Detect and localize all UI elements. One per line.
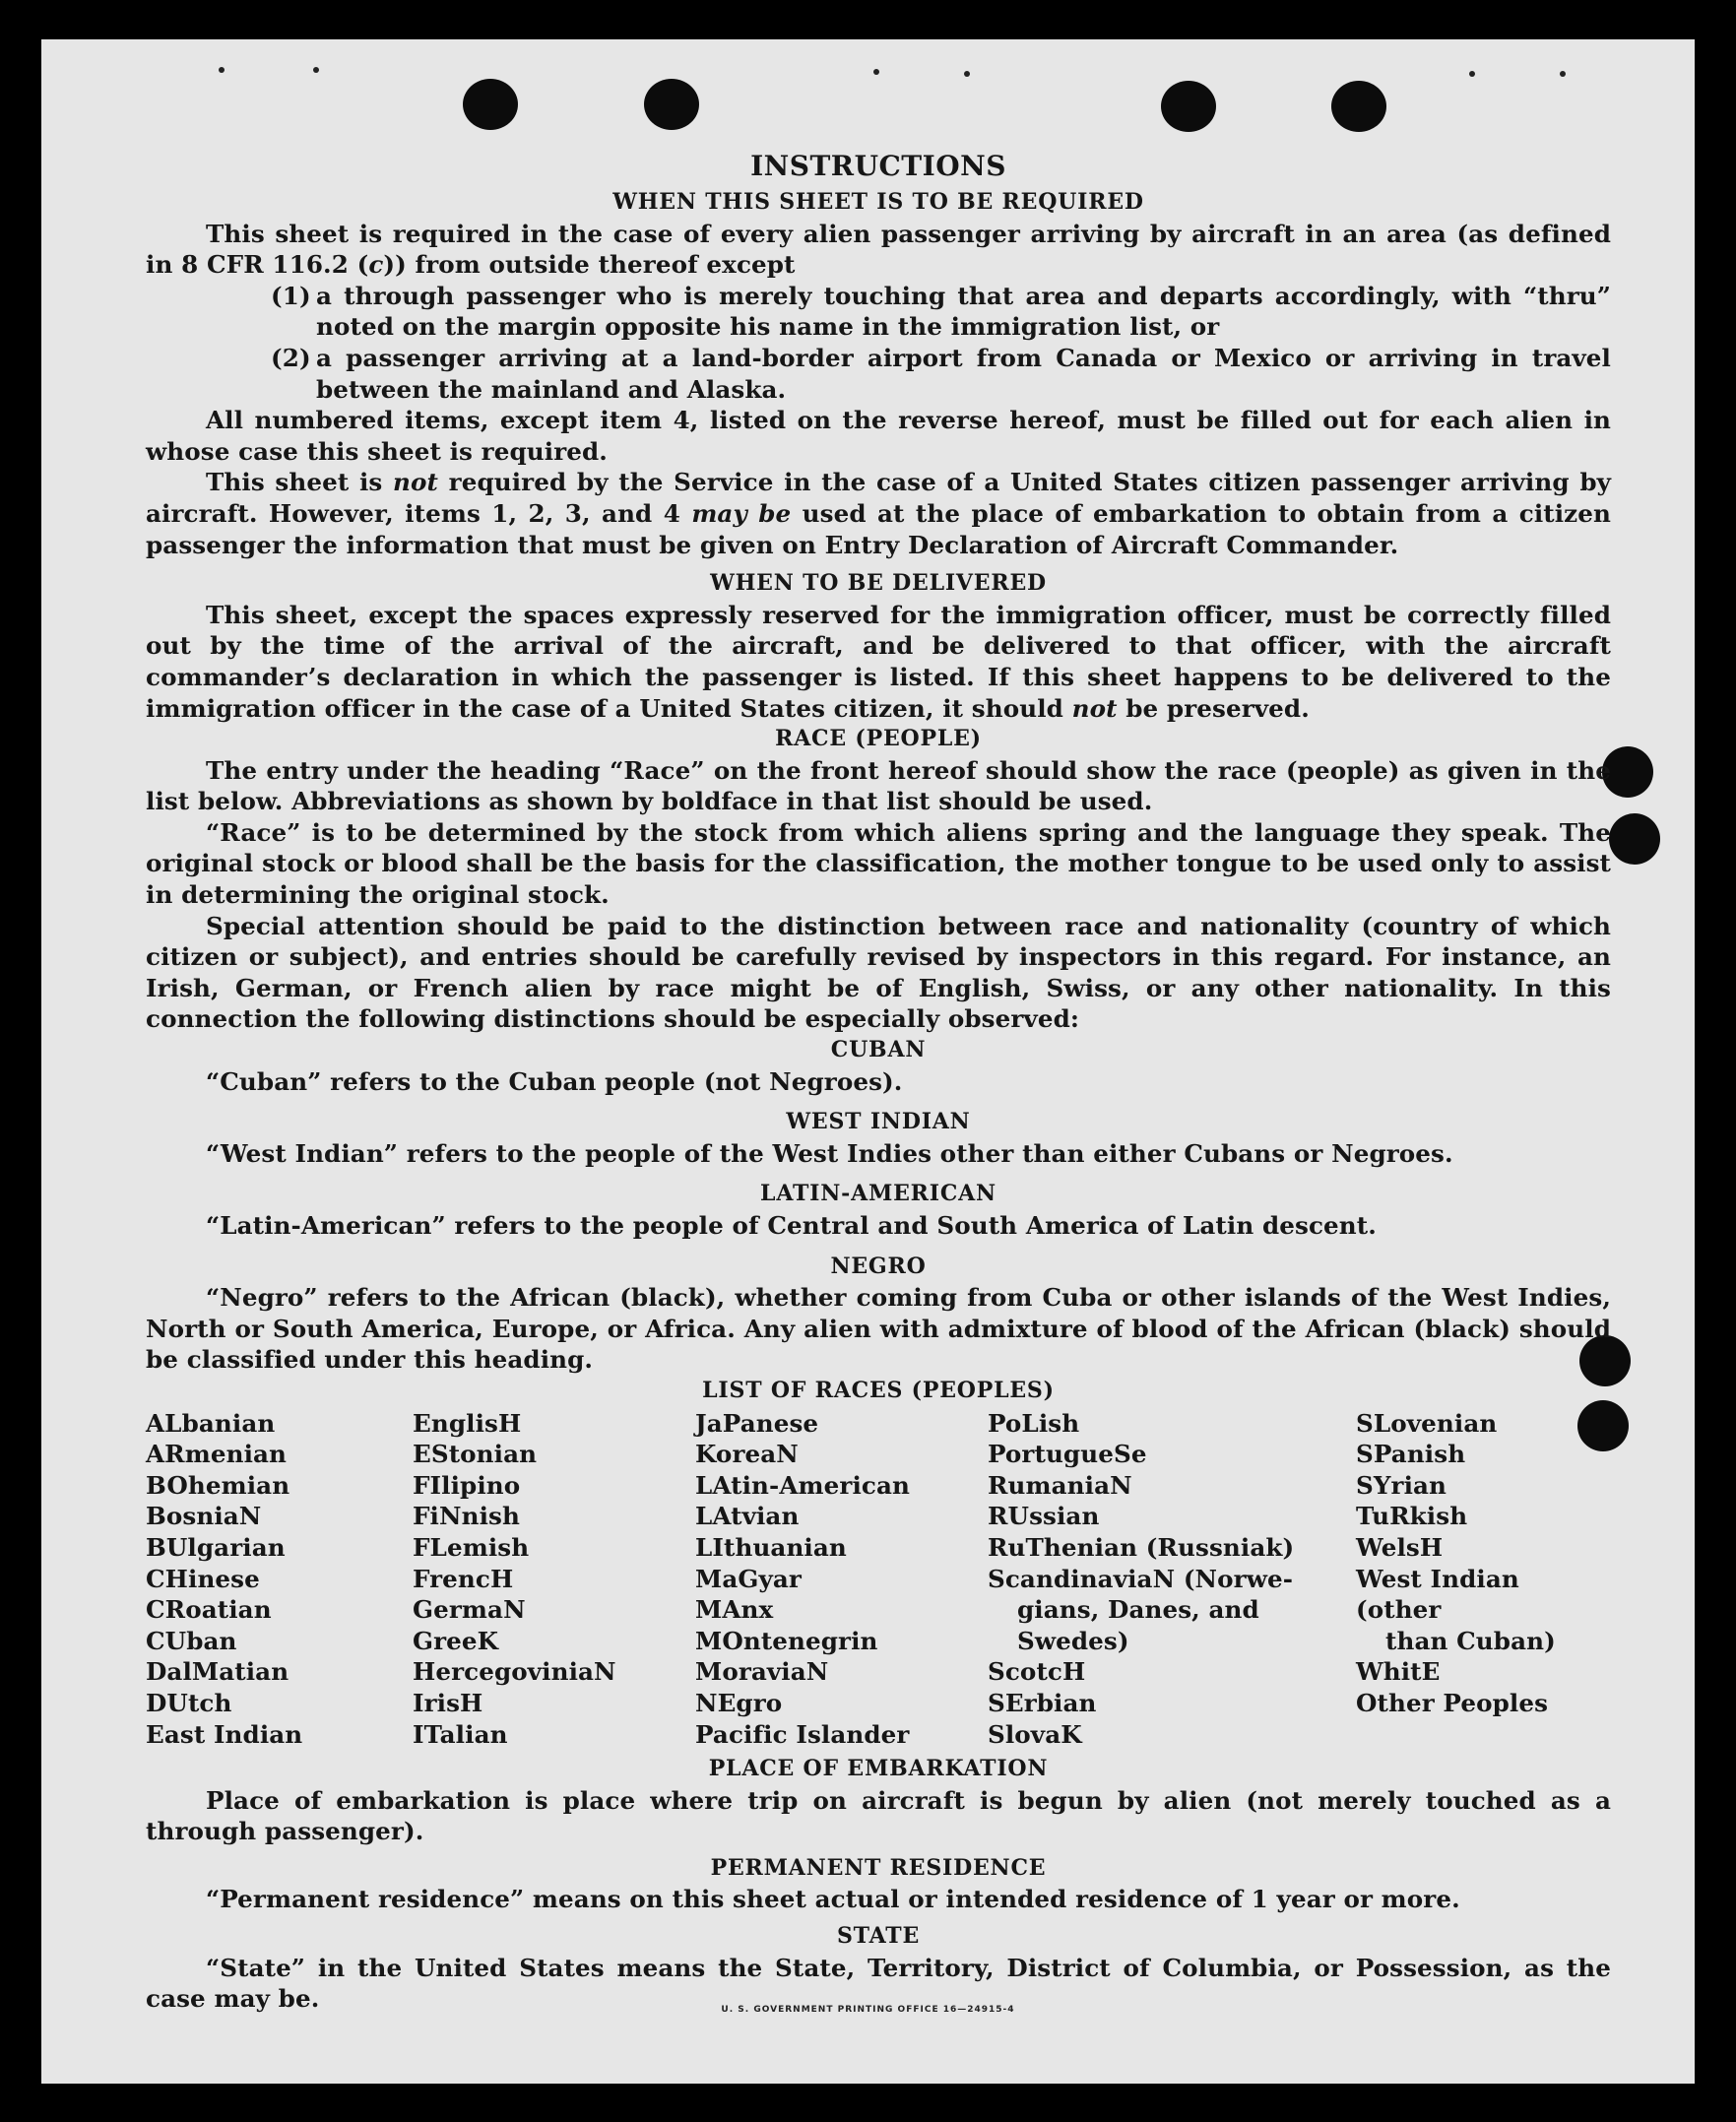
section-heading-embarkation: PLACE OF EMBARKATION: [708, 1756, 1049, 1782]
race-entry: ScotcH: [988, 1657, 1086, 1687]
race-entry: FrencH: [413, 1564, 514, 1593]
race-entry: GreeK: [413, 1626, 499, 1655]
section-heading-required: WHEN THIS SHEET IS TO BE REQUIRED: [612, 189, 1144, 215]
race-entry: DUtch: [146, 1688, 232, 1717]
section-heading-negro: NEGRO: [830, 1253, 927, 1279]
section-heading-latin-american: LATIN-AMERICAN: [760, 1181, 997, 1207]
state-definition: “State” in the United States means the State, Territory, District of Columbia, or Possession, as the case may be.: [146, 1953, 1611, 2014]
race-entry: BosniaN: [146, 1502, 262, 1531]
race-entry: MoraviaN: [695, 1657, 829, 1687]
residence-definition: “Permanent residence” means on this sheet actual or intended residence of 1 year or more.: [206, 1885, 1460, 1914]
race-entry: BOhemian: [146, 1470, 290, 1500]
race-entry: FIlipino: [413, 1470, 521, 1500]
race-entry: than Cuban): [1385, 1626, 1556, 1655]
races-column-2: [413, 1408, 695, 1751]
punch-hole: [1161, 81, 1216, 132]
race-paragraph-1: The entry under the heading “Race” on the front hereof should show the race (people) as given in the list below. Abbreviations as shown by boldface in that list should be used.: [146, 755, 1611, 816]
race-entry: LAtvian: [695, 1502, 800, 1531]
speck: [313, 67, 319, 73]
punch-hole: [1331, 81, 1386, 132]
race-entry: MaGyar: [695, 1564, 802, 1593]
race-entry: RuThenian (Russniak): [988, 1532, 1295, 1562]
west-indian-definition: “West Indian” refers to the people of the West Indies other than either Cubans or Negroes.: [206, 1138, 1453, 1168]
race-entry: BUlgarian: [146, 1532, 286, 1562]
race-entry: SErbian: [988, 1688, 1097, 1717]
required-intro: This sheet is required in the case of every alien passenger arriving by aircraft in an area (as defined in 8 CFR 116.2 (c)) from outside thereof except: [146, 219, 1611, 280]
race-entry: FLemish: [413, 1532, 530, 1562]
race-entry: JaPanese: [695, 1408, 819, 1438]
races-list: [146, 1408, 1611, 1751]
section-heading-races-list: LIST OF RACES (PEOPLES): [702, 1377, 1055, 1403]
race-entry: CHinese: [146, 1564, 260, 1593]
instructions-body: [146, 146, 1611, 2015]
race-entry: CUban: [146, 1626, 237, 1655]
race-entry: WelsH: [1356, 1532, 1444, 1562]
latin-american-definition: “Latin-American” refers to the people of Central and South America of Latin descent.: [206, 1211, 1377, 1240]
race-entry: SLovenian: [1356, 1408, 1498, 1438]
race-entry: NEgro: [695, 1688, 783, 1717]
race-entry: LAtin-American: [695, 1470, 910, 1500]
exception-item-1: (1) a through passenger who is merely touching that area and departs accordingly, with “thru” noted on the margin opposite his name in the immigration list, or: [271, 281, 1611, 342]
speck: [1560, 71, 1566, 77]
races-column-5: [1356, 1408, 1611, 1751]
races-column-1: [146, 1408, 413, 1751]
speck: [219, 67, 225, 73]
exception-item-2: (2) a passenger arriving at a land-border airport from Canada or Mexico or arriving in travel between the mainland and Alaska.: [271, 343, 1611, 404]
race-entry: EStonian: [413, 1440, 538, 1469]
punch-hole: [463, 79, 518, 130]
race-entry: GermaN: [413, 1595, 526, 1625]
race-entry: LIthuanian: [695, 1532, 847, 1562]
race-entry: HercegoviniaN: [413, 1657, 616, 1687]
race-entry: MAnx: [695, 1595, 774, 1625]
section-heading-residence: PERMANENT RESIDENCE: [710, 1854, 1047, 1881]
race-entry: East Indian: [146, 1719, 303, 1749]
race-entry: ITalian: [413, 1719, 508, 1749]
punch-hole: [1609, 813, 1660, 865]
race-entry: Other Peoples: [1356, 1688, 1549, 1717]
punch-hole: [644, 79, 699, 130]
section-heading-cuban: CUBAN: [830, 1037, 927, 1063]
race-entry: EnglisH: [413, 1408, 522, 1438]
races-column-4: [988, 1408, 1356, 1751]
section-heading-delivered: WHEN TO BE DELIVERED: [710, 570, 1047, 597]
races-column-3: [695, 1408, 988, 1751]
speck: [1469, 71, 1475, 77]
document-page: [41, 39, 1695, 2084]
race-entry: RUssian: [988, 1502, 1100, 1531]
race-entry: SYrian: [1356, 1470, 1447, 1500]
numbered-items-paragraph: All numbered items, except item 4, listed on the reverse hereof, must be filled out for each alien in whose case this sheet is required.: [146, 406, 1611, 466]
embarkation-definition: Place of embarkation is place where trip on aircraft is begun by alien (not merely touched as a through passenger).: [146, 1785, 1611, 1846]
race-entry: IrisH: [413, 1688, 483, 1717]
race-entry: TuRkish: [1356, 1502, 1468, 1531]
race-entry: RumaniaN: [988, 1470, 1132, 1500]
race-entry: KoreaN: [695, 1440, 799, 1469]
cuban-definition: “Cuban” refers to the Cuban people (not Negroes).: [206, 1066, 903, 1096]
document-title: INSTRUCTIONS: [750, 150, 1006, 182]
race-entry: PortugueSe: [988, 1440, 1147, 1469]
section-heading-race: RACE (PEOPLE): [775, 726, 982, 752]
race-entry: FiNnish: [413, 1502, 520, 1531]
race-entry: PoLish: [988, 1408, 1080, 1438]
citizen-paragraph: This sheet is not required by the Service in the case of a United States citizen passenger arriving by aircraft. However, items 1, 2, 3, and 4 may be used at the place of embarkation to obtain from a citizen passenger the information that must be given on Entry Declaration of Aircraft Commander.: [146, 468, 1612, 559]
race-entry: ScandinaviaN (Norwe-: [988, 1564, 1294, 1593]
race-paragraph-2: “Race” is to be determined by the stock from which aliens spring and the language they speak. The original stock or blood shall be the basis for the classification, the mother tongue to be used only to assist in determining the original stock.: [146, 817, 1611, 910]
race-entry: Pacific Islander: [695, 1719, 910, 1749]
race-entry: SlovaK: [988, 1719, 1082, 1749]
section-heading-state: STATE: [836, 1923, 921, 1950]
race-entry: Swedes): [1017, 1626, 1129, 1655]
printing-office-imprint: U. S. GOVERNMENT PRINTING OFFICE 16—24915-4: [721, 2005, 1015, 2015]
race-entry: West Indian (other: [1356, 1564, 1519, 1625]
speck: [964, 71, 970, 77]
race-paragraph-3: Special attention should be paid to the distinction between race and nationality (country of which citizen or subject), and entries should be carefully revised by inspectors in this regard. For instance, an Irish, German, or French alien by race might be of English, Swiss, or any other nationality. In this connection the following distinctions should be especially observed:: [146, 911, 1611, 1034]
race-entry: DalMatian: [146, 1657, 289, 1687]
race-entry: MOntenegrin: [695, 1626, 878, 1655]
race-entry: ARmenian: [146, 1440, 288, 1469]
negro-definition: “Negro” refers to the African (black), whether coming from Cuba or other islands of the West Indies, North or South America, Europe, or Africa. Any alien with admixture of blood of the African (black) should be classified under this heading.: [146, 1283, 1611, 1375]
race-entry: CRoatian: [146, 1595, 272, 1625]
race-entry: ALbanian: [146, 1408, 276, 1438]
section-heading-west-indian: WEST INDIAN: [786, 1109, 971, 1135]
race-entry: SPanish: [1356, 1440, 1466, 1469]
race-entry: gians, Danes, and: [1017, 1595, 1259, 1625]
race-entry: WhitE: [1356, 1657, 1441, 1687]
speck: [873, 69, 879, 75]
delivered-paragraph: This sheet, except the spaces expressly reserved for the immigration officer, must be correctly filled out by the time of the arrival of the aircraft, and be delivered to that officer, with the aircraft commander’s declaration in which the passenger is listed. If this sheet happens to be delivered to the immigration officer in the case of a United States citizen, it should not be preserved.: [146, 600, 1611, 723]
